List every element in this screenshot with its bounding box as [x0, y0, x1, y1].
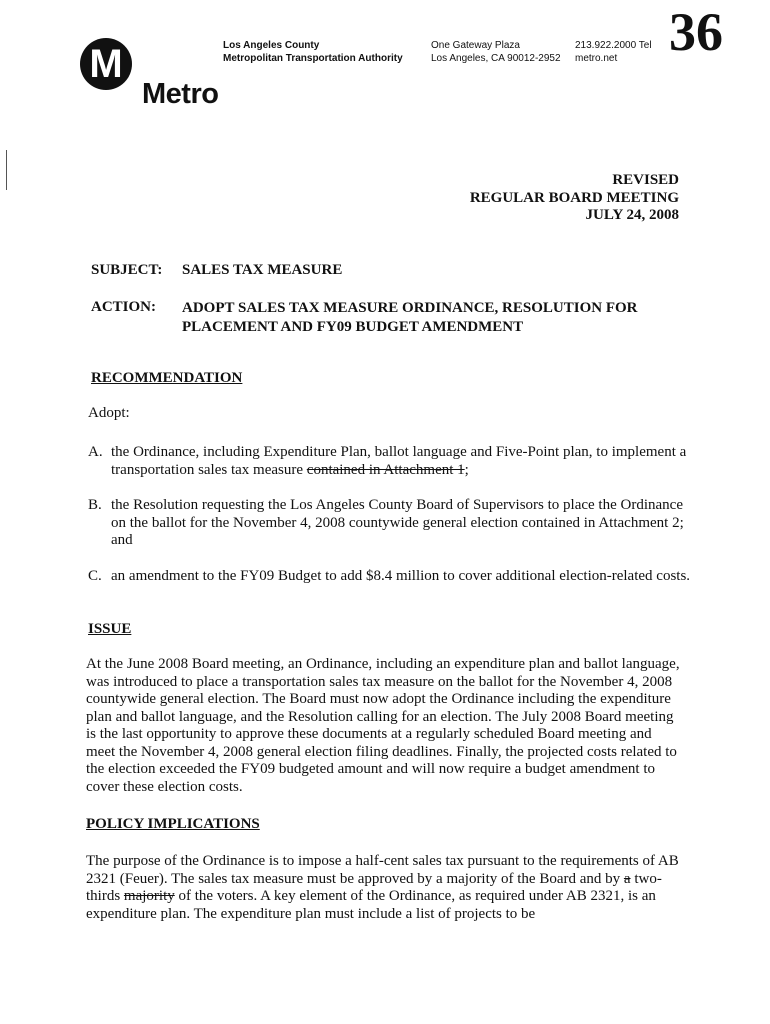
meeting-date: JULY 24, 2008 — [585, 207, 679, 223]
policy-heading: POLICY IMPLICATIONS — [86, 816, 260, 832]
action-line-2: PLACEMENT AND FY09 BUDGET AMENDMENT — [182, 319, 524, 335]
recommendation-item-b — [88, 497, 698, 550]
action-value — [182, 299, 638, 337]
scan-edge-mark — [6, 150, 7, 190]
item-marker: A. — [88, 444, 103, 460]
struck-text: a — [623, 870, 631, 887]
struck-text: majority — [123, 888, 175, 904]
address-block — [431, 39, 561, 65]
org-line-2: Metropolitan Transportation Authority — [223, 53, 403, 64]
action-label: ACTION: — [91, 299, 157, 315]
website-link[interactable]: metro.net — [575, 53, 618, 64]
struck-text: contained in Attachment 1 — [306, 461, 465, 478]
item-text: the Ordinance, including Expenditure Plan, ballot language and Five-Point plan, to implement a transportation sales tax measure contained in Attachment 1; — [111, 444, 687, 478]
meeting-name: REGULAR BOARD MEETING — [469, 189, 679, 206]
item-text: an amendment to the FY09 Budget to add $8.4 million to cover additional election-related costs. — [111, 568, 691, 584]
issue-heading: ISSUE — [88, 621, 132, 637]
meeting-status: REVISED — [612, 172, 679, 188]
address-line-2: Los Angeles, CA 90012-2952 — [431, 53, 561, 64]
action-line-1: ADOPT SALES TAX MEASURE ORDINANCE, RESOLUTION FOR — [182, 300, 638, 316]
item-text: the Resolution requesting the Los Angeles County Board of Supervisors to place the Ordinance on the ballot for the November 4, 2008 countywide general election contained in Attachment 2; and — [111, 497, 684, 548]
recommendation-item-c — [88, 568, 698, 586]
recommendation-intro: Adopt: — [88, 405, 130, 421]
meeting-block — [470, 172, 679, 225]
recommendation-item-a — [88, 444, 698, 479]
item-marker: C. — [88, 568, 102, 584]
contact-block — [575, 39, 652, 65]
address-line-1: One Gateway Plaza — [431, 40, 520, 51]
subject-label: SUBJECT: — [91, 262, 163, 278]
recommendation-heading: RECOMMENDATION — [91, 370, 243, 386]
metro-logo-icon: M — [80, 38, 132, 90]
org-line-1: Los Angeles County — [223, 40, 320, 51]
phone-number: 213.922.2000 Tel — [575, 40, 652, 51]
page-number: 36 — [669, 2, 723, 62]
issue-paragraph: At the June 2008 Board meeting, an Ordinance, including an expenditure plan and ballot language, was introduced to place a transportation sales tax measure on the ballot for the November 4, 2008 countywide general election. The Board must now adopt the Ordinance including the expenditure plan and ballot language, and the Resolution calling for an election. The July 2008 Board meeting is the last opportunity to approve these documents at a regularly scheduled Board meeting and meet the November 4, 2008 general election filing deadlines. Finally, the projected costs related to the election exceeded the FY09 budgeted amount and will now require a budget amendment to cover these election costs. — [86, 656, 680, 795]
item-marker: B. — [88, 497, 102, 513]
metro-wordmark: Metro — [142, 78, 219, 110]
policy-paragraph: The purpose of the Ordinance is to impose a half-cent sales tax pursuant to the requirements of AB 2321 (Feuer). The sales tax measure must be approved by a majority of the Board and by a two-thirds majority of the voters. A key element of the Ordinance, as required under AB 2321, is an expenditure plan. The expenditure plan must include a list of projects to be — [86, 853, 679, 922]
subject-value: SALES TAX MEASURE — [182, 262, 343, 278]
org-block — [223, 39, 403, 65]
